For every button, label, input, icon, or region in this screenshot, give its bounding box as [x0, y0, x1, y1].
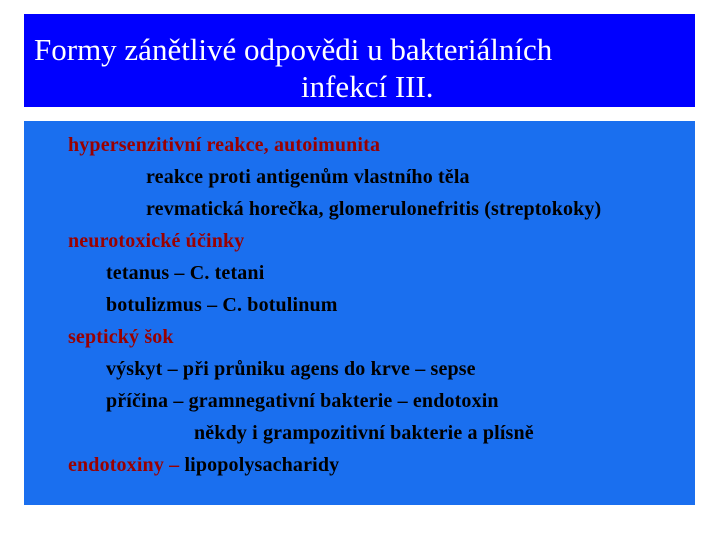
slide-title-line-2: infekcí III.	[301, 69, 434, 104]
endotoxins-dash: –	[169, 454, 180, 476]
heading-hypersensitivity: hypersenzitivní reakce, autoimunita	[68, 134, 381, 156]
item-sepsis-occurrence: výskyt – při průniku agens do krve – sepse	[106, 358, 476, 380]
item-autoantigen-reaction: reakce proti antigenům vlastního těla	[146, 166, 470, 188]
item-tetanus: tetanus – C. tetani	[106, 262, 265, 284]
slide-title-box	[24, 14, 695, 107]
endotoxins-line	[68, 453, 339, 477]
heading-endotoxins: endotoxiny	[68, 454, 164, 476]
subitem-grampositive: někdy i grampozitivní bakterie a plísně	[194, 422, 534, 444]
item-rheumatic-fever: revmatická horečka, glomerulonefritis (streptokoky)	[146, 198, 602, 220]
item-sepsis-cause: příčina – gramnegativní bakterie – endotoxin	[106, 390, 499, 412]
slide-content-box	[24, 121, 695, 505]
slide-title-line-1: Formy zánětlivé odpovědi u bakteriálních	[34, 32, 553, 67]
item-botulism: botulizmus – C. botulinum	[106, 294, 338, 316]
heading-neurotoxic: neurotoxické účinky	[68, 230, 245, 252]
heading-septic-shock: septický šok	[68, 326, 174, 348]
endotoxins-text: lipopolysacharidy	[184, 454, 340, 476]
